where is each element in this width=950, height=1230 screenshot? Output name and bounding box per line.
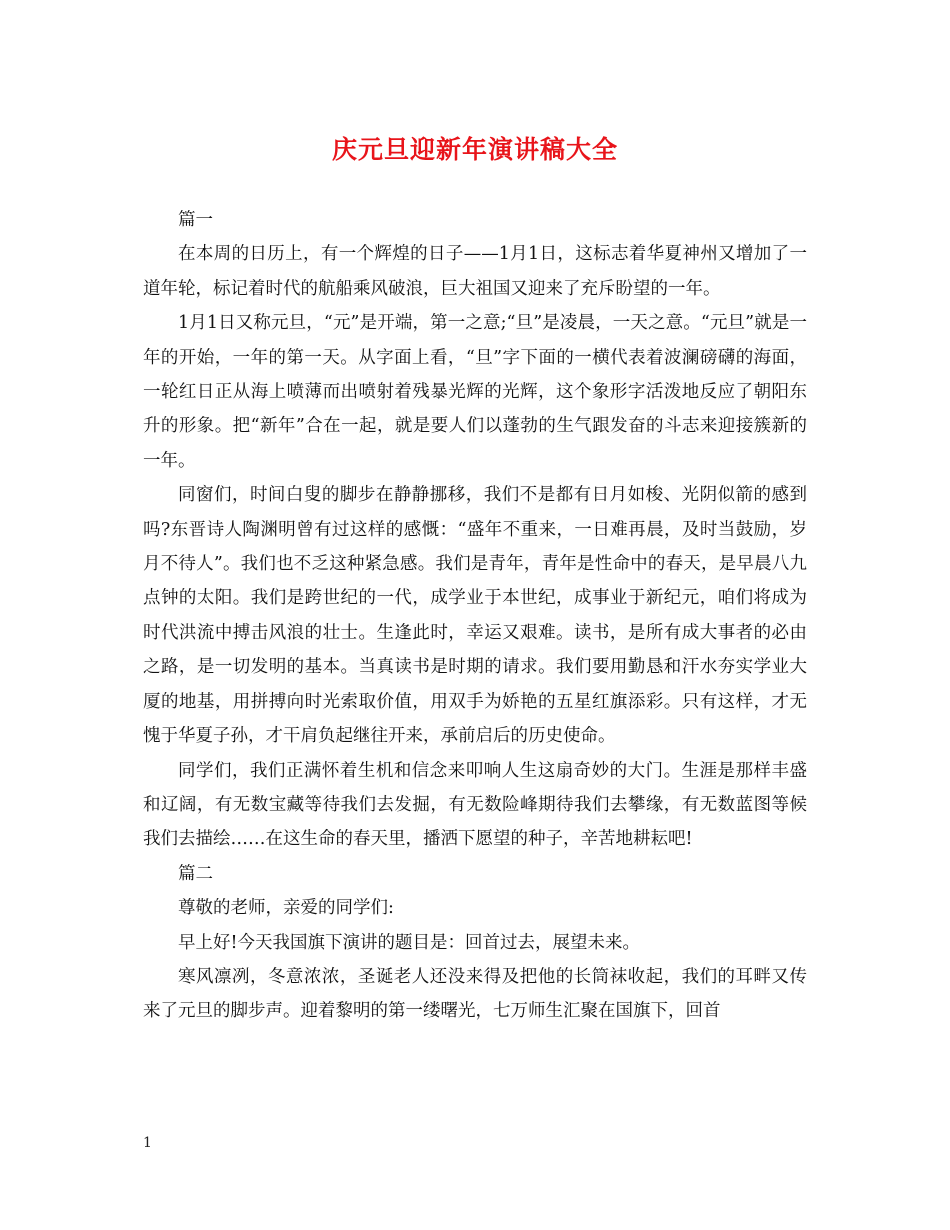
paragraph: 同学们，我们正满怀着生机和信念来叩响人生这扇奇妙的大门。生涯是那样丰盛和辽阔，有无数宝藏等待我们去发掘，有无数险峰期待我们去攀缘，有无数蓝图等候我们去描绘……在这生命的春天里，播洒下愿望的种子，辛苦地耕耘吧! <box>143 760 807 850</box>
paragraph: 在本周的日历上，有一个辉煌的日子——1月1日，这标志着华夏神州又增加了一道年轮，标记着时代的航船乘风破浪，巨大祖国又迎来了充斥盼望的一年。 <box>143 244 807 299</box>
paragraph: 寒风凛冽，冬意浓浓，圣诞老人还没来得及把他的长筒袜收起，我们的耳畔又传来了元旦的脚步声。迎着黎明的第一缕曙光，七万师生汇聚在国旗下，回首 <box>143 966 807 1022</box>
page-number: 1 <box>143 1135 152 1151</box>
paragraph: 1月1日又称元旦，“元”是开端，第一之意;“旦”是凌晨，一天之意。“元旦”就是一年的开始，一年的第一天。从字面上看，“旦”字下面的一横代表着波澜磅礴的海面，一轮红日正从海上喷薄而出喷射着残暴光辉的光辉，这个象形字活泼地反应了朝阳东升的形象。把“新年”合在一起，就是要人们以蓬勃的生气跟发奋的斗志来迎接簇新的一年。 <box>143 313 807 471</box>
salutation: 尊敬的老师，亲爱的同学们: <box>178 898 394 919</box>
section-heading-2: 篇二 <box>178 863 213 884</box>
document-title: 庆元旦迎新年演讲稿大全 <box>331 135 618 164</box>
paragraph: 同窗们，时间白叟的脚步在静静挪移，我们不是都有日月如梭、光阴似箭的感到吗?东晋诗人陶渊明曾有过这样的感慨：“盛年不重来，一日难再晨，及时当鼓励，岁月不待人”。我们也不乏这种紧急感。我们是青年，青年是性命中的春天，是早晨八九点钟的太阳。我们是跨世纪的一代，成学业于本世纪，成事业于新纪元，咱们将成为时代洪流中搏击风浪的壮士。生逢此时，幸运又艰难。读书，是所有成大事者的必由之路，是一切发明的基本。当真读书是时期的请求。我们要用勤恳和汗水夯实学业大厦的地基，用拼搏向时光索取价值，用双手为娇艳的五星红旗添彩。只有这样，才无愧于华夏子孙，才干肩负起继往开来，承前启后的历史使命。 <box>143 485 807 747</box>
section-heading-1: 篇一 <box>178 210 213 230</box>
document-body <box>143 203 807 1029</box>
paragraph: 早上好!今天我国旗下演讲的题目是：回首过去，展望未来。 <box>178 932 641 953</box>
